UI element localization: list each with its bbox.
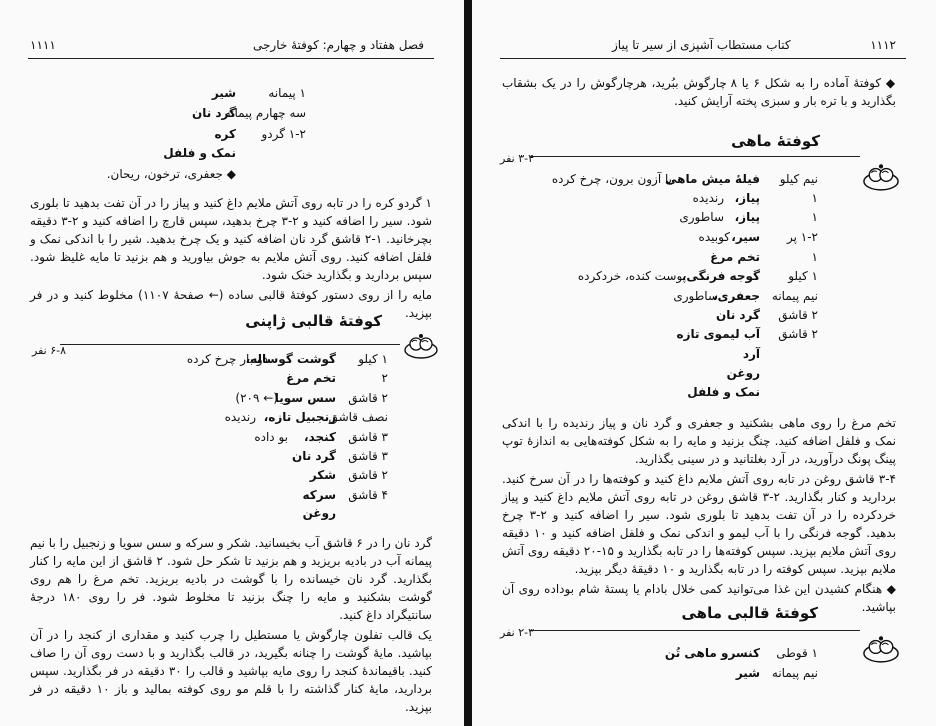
ingredient-name: کنجد،: [303, 430, 336, 444]
paragraph: ◆ کوفتهٔ آماده را به شکل ۶ یا ۸ چارگوش ببُرید، هرچارگوش را در یک بشقاب بگذارید و با تره بار و سبزی پخته آرایش کنید.: [502, 76, 896, 108]
ingredient-qty: نیم کیلو: [779, 172, 818, 186]
ingredient-note: پوست کنده، خردکرده: [577, 269, 686, 283]
ingredient-qty: ۳ قاشق: [348, 449, 388, 463]
ingredient-qty: ۱-۲ گردو: [261, 127, 306, 141]
recipe-divider: [60, 344, 400, 345]
recipe-title: کوفتهٔ قالبی ژاپنی: [245, 312, 382, 330]
ingredient-qty: سه چهارم پیمانه: [224, 106, 306, 120]
right-page: [472, 0, 936, 726]
ingredient-qty: ۲ قاشق: [778, 308, 818, 322]
ingredient-name: آب لیموی تازه: [676, 327, 760, 341]
ingredient-name: گوجه فرنگی،: [681, 269, 760, 283]
ingredient-name: کره: [214, 127, 236, 141]
ingredient-name: کنسرو ماهی تُن: [664, 646, 760, 660]
ingredient-note: دو بار چرخ کرده: [186, 352, 268, 366]
ingredient-note: کوبیده: [698, 230, 730, 244]
ingredient-name: گوشت گوساله،: [245, 352, 336, 366]
recipe-method: [502, 414, 896, 618]
ingredient-name: گرد نان: [291, 449, 336, 463]
servings: ۳-۴ نفر: [500, 152, 534, 165]
ingredient-name: فیلهٔ میش ماهی: [665, 172, 760, 186]
ingredient-qty: ۱: [811, 210, 818, 224]
page-number: ۱۱۱۲: [870, 38, 896, 52]
paragraph: ۳-۴ قاشق روغن در تابه روی آتش ملایم داغ کنید و کوفته‌ها را در آن سرخ کنید. بردارید و کنار بگذارید. ۲-۳ قاشق روغن در تابه روی آتش ملایم داغ کنید و پیاز خردکرده را در آن تفت بدهید تا بلوری شود. سیر را اضافه کنید و ۲-۳ چرخ بدهید. گوجه فرنگی را با آب لیمو و اندکی نمک و فلفل اضافه کنید و ۱۰ دقیقه روی آتش ملایم بپزید. سپس کوفته‌ها را در تابه بگذارید و ۱۵-۲۰ دقیقه روی آتش ملایم بپزید. سپس کوفته را در تابه بگذارید و ۱۰ دقیقهٔ دیگر بپزید.: [502, 472, 896, 576]
ingredient-qty: ۲ قاشق: [778, 327, 818, 341]
paragraph: مایه را از روی دستور کوفتهٔ قالبی ساده (← صفحهٔ ۱۱۰۷) مخلوط کنید و در فر بپزید.: [30, 288, 432, 320]
ingredient-name: زنجبیل تازه،: [263, 410, 336, 424]
chapter-header: فصل هفتاد و چهارم: کوفتهٔ خارجی: [253, 38, 424, 52]
ingredient-qty: ۱ پیمانه: [268, 86, 306, 100]
ingredient-note: یا آزون برون، چرخ کرده: [551, 172, 672, 186]
ingredient-name: آرد: [742, 347, 760, 361]
book-header: کتاب مستطاب آشپزی از سیر تا پیاز: [612, 38, 791, 52]
paragraph: ◆ هنگام کشیدن این غذا می‌توانید کمی خلال بادام یا پستهٔ شام بوداده روی آن بپاشید.: [502, 582, 896, 614]
paragraph: گرد نان را در ۶ قاشق آب بخیسانید. شکر و سرکه و سس سویا و زنجبیل را با نیم پیمانه آب در بادیه بریزید و هم بزنید تا شکر حل شود. ۲ قاشق از این مایه را کنار بگذارید. گرد نان خیسانده را با گوشت در بادیه بریزید. تخم مرغ را هم روی گوشت بشکنید و مایه را چنگ بزنید تا مخلوط شود. فر را روی ۱۸۰ درجهٔ سانتیگراد داغ کنید.: [30, 536, 432, 622]
servings: ۲-۳ نفر: [500, 626, 534, 639]
ingredient-qty: ۴ قاشق: [348, 488, 388, 502]
ingredient-name: تخم مرغ: [710, 250, 760, 264]
recipe-title: کوفتهٔ قالبی ماهی: [681, 604, 818, 622]
recipe-divider: [530, 630, 860, 631]
ingredient-note: ساطوری: [679, 210, 724, 224]
page-number: ۱۱۱۱: [30, 38, 56, 52]
ingredient-name: نمک و فلفل: [163, 146, 236, 160]
ingredient-note: (← ۲۰۹): [235, 391, 278, 405]
ingredient-name: جعفری،: [712, 289, 760, 303]
ingredient-qty: ۱: [811, 250, 818, 264]
header-rule: [500, 58, 906, 59]
recipe-title: کوفتهٔ ماهی: [731, 132, 820, 150]
servings: ۶-۸ نفر: [32, 344, 66, 357]
ingredient-note: رندیده: [692, 191, 724, 205]
recipe-divider: [530, 156, 860, 157]
ingredient-qty: ۱ کیلو: [358, 352, 388, 366]
ingredient-qty: ۱ کیلو: [788, 269, 818, 283]
ingredient-name: نمک و فلفل: [687, 385, 760, 399]
ingredient-note: ساطوری: [673, 289, 718, 303]
meatball-dish-icon: [404, 330, 438, 360]
paragraph: تخم مرغ را روی ماهی بشکنید و جعفری و گرد نان و پیاز رندیده را با اندکی نمک و فلفل اضافه کنید. چنگ بزنید و مایه را به شکل کوفته‌هایی به اندازهٔ توپ پینگ پونگ درآورید، در آرد بغلتانید و در سینی بگذارید.: [502, 416, 896, 466]
ingredient-qty: ۳ قاشق: [348, 430, 388, 444]
ingredient-note: ◆ جعفری، ترخون، ریحان.: [106, 167, 236, 181]
paragraph: یک قالب تفلون چارگوش یا مستطیل را چرب کنید و مقداری از کنجد را در آن بپاشید. مایهٔ گوشت را چنانه بگیرید، در قالب بگذارید و با دست روی آن را صاف کنید. باقیماندهٔ کنجد را روی مایه بپاشید و قالب را ۳۰ دقیقه در فر بگذارید. سپس بردارید، مایهٔ کنار گذاشته را با قلم مو روی کوفته بمالید و باز ۱۰ دقیقه در فر بپزید.: [30, 628, 432, 714]
ingredient-note: رندیده: [224, 410, 256, 424]
ingredient-qty: نصف قاشق: [328, 410, 388, 424]
ingredient-qty: ۱-۲ پر: [786, 230, 818, 244]
ingredient-qty: ۲ قاشق: [348, 468, 388, 482]
ingredient-name: پیاز،: [734, 191, 760, 205]
book-gutter: [464, 0, 472, 726]
ingredient-name: تخم مرغ: [286, 371, 336, 385]
intro-text: [502, 74, 896, 112]
ingredient-name: پیاز،: [734, 210, 760, 224]
ingredient-name: شیر: [211, 86, 236, 100]
ingredient-name: روغن: [726, 366, 760, 380]
meatball-dish-icon: [862, 632, 900, 664]
ingredient-name: سس سویا: [274, 391, 336, 405]
ingredient-note: بو داده: [254, 430, 288, 444]
recipe-method: [30, 534, 432, 718]
paragraph: ۱ گردو کره را در تابه روی آتش ملایم داغ کنید و پیاز را در آن تفت بدهید تا بلوری شود. سیر را اضافه کنید و ۲-۳ چرخ بدهید، سپس قارچ را اضافه کنید و ۲-۳ دقیقه بچرخانید. ۱-۲ قاشق گرد نان اضافه کنید و یک چرخ بدهید. شیر را با اندکی نمک و فلفل اضافه کنید. روی آتش ملایم به جوش بیاورید و هم بزنید تا مایه غلیظ شود. سپس بردارید و بگذارید خنک شود.: [30, 196, 432, 282]
ingredient-qty: نیم پیمانه: [771, 666, 818, 680]
left-page: [0, 0, 464, 726]
ingredient-name: روغن: [302, 506, 336, 520]
ingredient-name: شکر: [309, 468, 336, 482]
meatball-dish-icon: [862, 160, 900, 192]
intro-text: [30, 194, 432, 324]
ingredient-name: سرکه: [302, 488, 336, 502]
ingredient-qty: نیم پیمانه: [771, 289, 818, 303]
ingredient-name: شیر: [735, 666, 760, 680]
header-rule: [28, 58, 434, 59]
ingredient-qty: ۲: [381, 371, 388, 385]
ingredient-name: سیر،: [731, 230, 760, 244]
ingredient-qty: ۱ قوطی: [776, 646, 818, 660]
ingredient-qty: ۲ قاشق: [348, 391, 388, 405]
ingredient-name: گرد نان: [191, 106, 236, 120]
ingredient-qty: ۱: [811, 191, 818, 205]
ingredient-name: گرد نان: [715, 308, 760, 322]
